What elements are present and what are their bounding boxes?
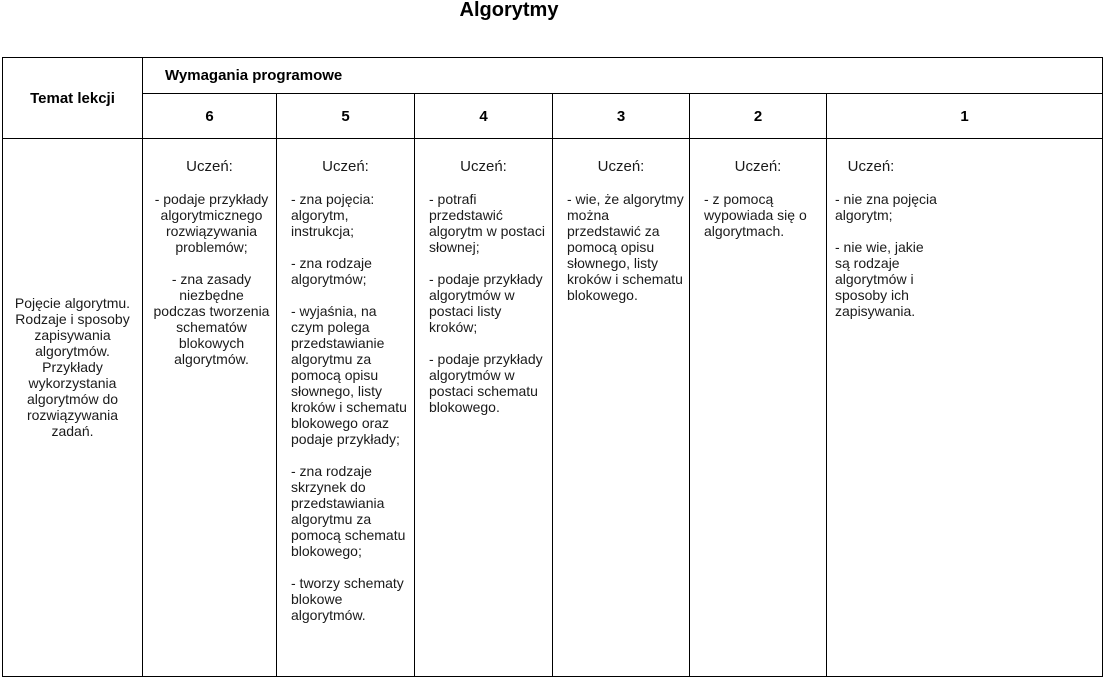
requirement-item: - podaje przykłady algorytmów w postaci listy kroków; [429,271,543,335]
topic-text: Pojęcie algorytmu. Rodzaje i sposoby zapisywania algorytmów. Przykłady wykorzystania algorytmów do rozwiązywania zadań. [14,295,131,439]
requirements-cell-6 [143,139,277,677]
requirements-header: Wymagania programowe [143,58,1103,94]
requirement-item: - zna zasady niezbędne podczas tworzenia schematów blokowych algorytmów. [153,271,270,367]
grade-1: 1 [827,94,1103,139]
grade-5: 5 [277,94,415,139]
grades-row [3,94,1103,139]
requirements-cell-1 [827,139,1103,677]
requirement-item: - potrafi przedstawić algorytm w postaci słownej; [429,191,545,255]
requirement-item: - zna rodzaje algorytmów; [291,255,372,287]
requirements-table [2,57,1103,677]
grade-6: 6 [143,94,277,139]
requirements-cell-5 [277,139,415,677]
requirement-item: - nie wie, jakie są rodzaje algorytmów i sposoby ich zapisywania. [835,239,924,319]
student-label: Uczeń: [847,158,895,175]
requirements-cell-2 [690,139,827,677]
grade-3: 3 [553,94,690,139]
grade-2: 2 [690,94,827,139]
requirements-cell-3 [553,139,690,677]
requirement-item: - z pomocą wypowiada się o algorytmach. [704,191,807,239]
requirement-item: - wie, że algorytmy można przedstawić za pomocą opisu słownego, listy kroków i schematu blokowego. [567,191,684,303]
content-row [3,139,1103,677]
requirement-item: - nie zna pojęcia algorytm; [835,191,937,223]
grade-4: 4 [415,94,553,139]
requirement-item: - podaje przykłady algorytmów w postaci schematu blokowego. [429,351,543,415]
student-label: Uczeń: [322,158,369,175]
student-label: Uczeń: [597,158,645,175]
topic-header: Temat lekcji [3,58,143,139]
topic-cell [3,139,143,677]
requirement-item: - wyjaśnia, na czym polega przedstawianie algorytmu za pomocą opisu słownego, listy kroków i schematu blokowego oraz podaje przykłady; [291,303,407,447]
requirements-cell-4 [415,139,553,677]
requirement-item: - tworzy schematy blokowe algorytmów. [291,575,404,623]
requirement-item: - podaje przykłady algorytmicznego rozwiązywania problemów; [154,191,269,255]
document-title: Algorytmy [459,0,559,21]
student-label: Uczeń: [734,158,782,175]
requirement-item: - zna pojęcia: algorytm, instrukcja; [291,191,375,239]
student-label: Uczeń: [460,158,507,175]
student-label: Uczeń: [186,158,233,175]
header-row [3,58,1103,94]
requirement-item: - zna rodzaje skrzynek do przedstawiania algorytmu za pomocą schematu blokowego; [291,463,406,559]
